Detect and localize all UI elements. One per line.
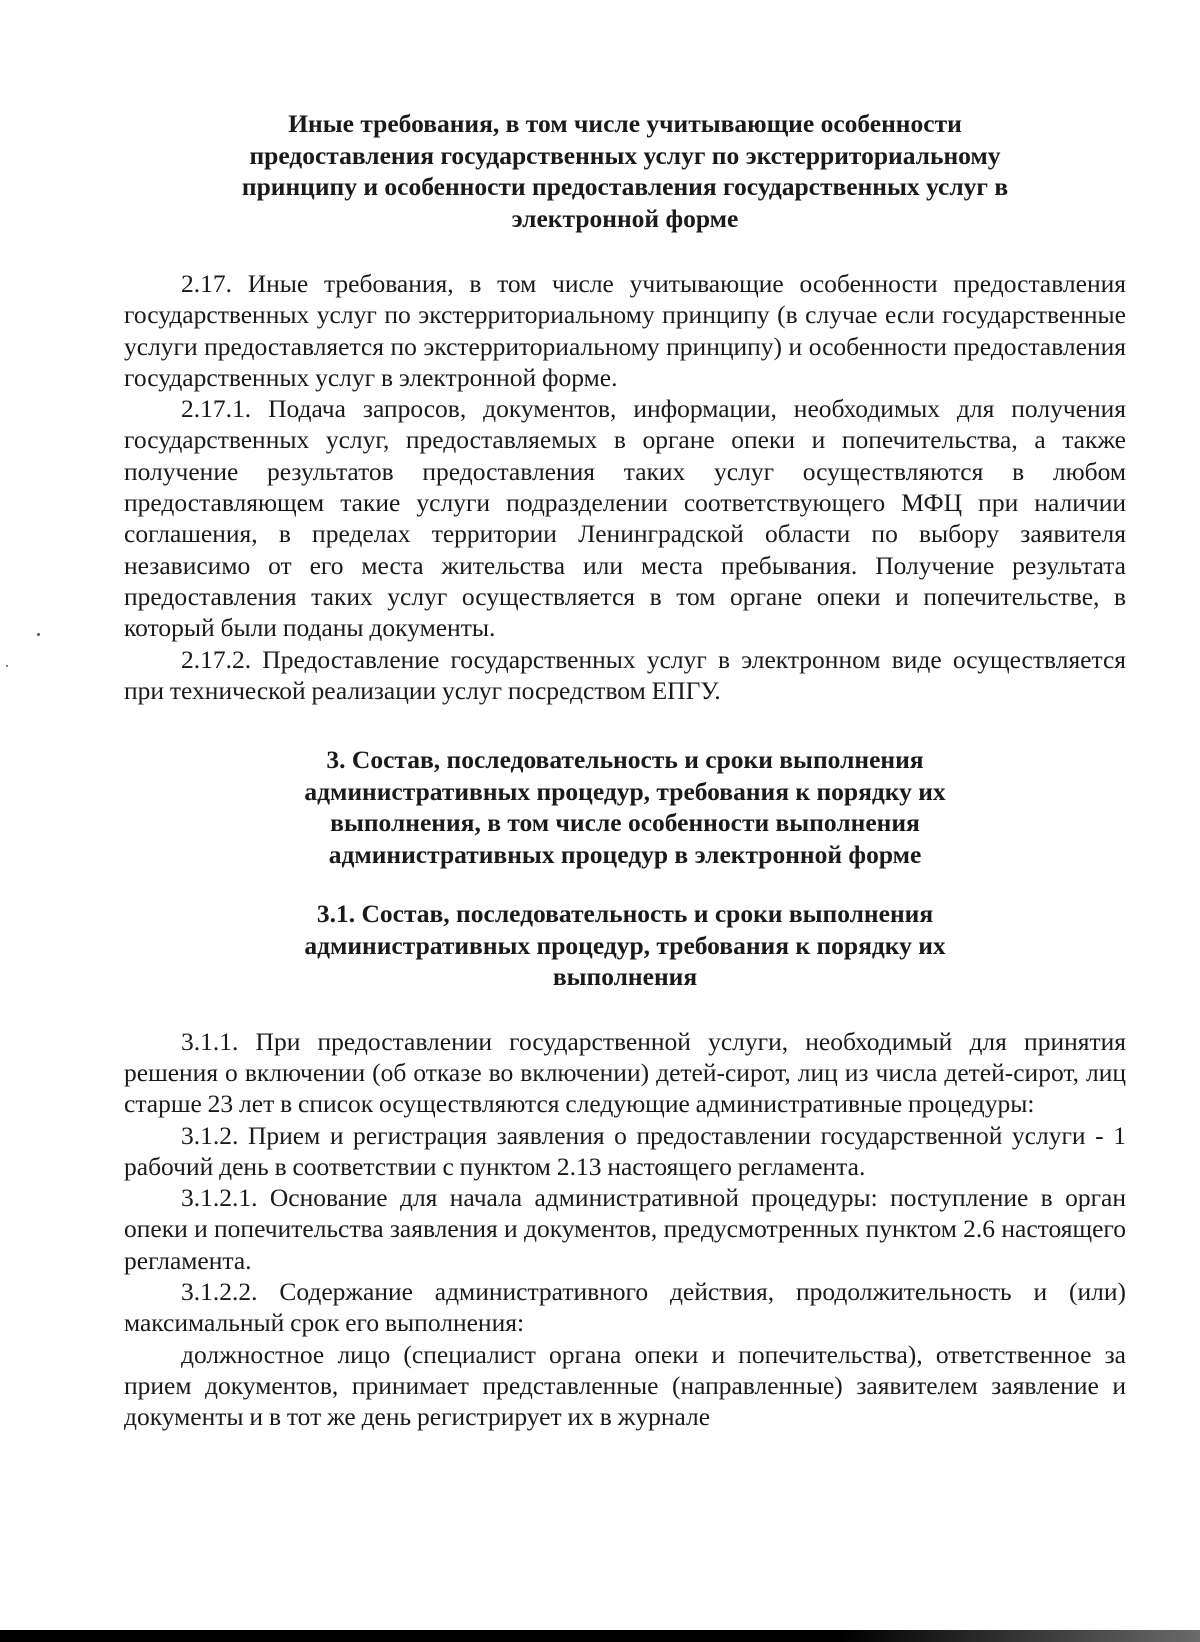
scan-speck [6,665,8,667]
section-3-heading: 3. Состав, последовательность и сроки выполнения административных процедур, требования к порядку их выполнения, в том числе особенности выполнения административных процедур в электронной форме [304,745,946,869]
section-3-1-heading: 3.1. Состав, последовательность и сроки выполнения административных процедур, требования к порядку их выполнения [304,899,946,992]
paragraph-3-1-2-2: 3.1.2.2. Содержание административного действия, продолжительность и (или) максимальный срок его выполнения: [124,1277,1126,1338]
paragraph-3-1-2-1: 3.1.2.1. Основание для начала административной процедуры: поступление в орган опеки и попечительства заявления и документов, предусмотренных пунктом 2.6 настоящего регламента. [124,1183,1126,1275]
paragraph-3-1-1: 3.1.1. При предоставлении государственной услуги, необходимый для принятия решения о включении (об отказе во включении) детей-сирот, лиц из числа детей-сирот, лиц старше 23 лет в список осуществляются следующие административные процедуры: [124,1026,1126,1119]
paragraph-2-17-1: 2.17.1. Подача запросов, документов, информации, необходимых для получения государственных услуг, предоставляемых в органе опеки и попечительства, а также получение результатов предоставления таких услуг осуществляются в любом предоставляющем такие услуги подразделении соответствующего МФЦ при наличии соглашения, в пределах территории Ленинградской области по выбору заявителя независимо от его места жительства или места пребывания. Получение результата предоставления таких услуг осуществляется в том органе опеки и попечительстве, в который были поданы документы. [124,394,1126,643]
document-page [124,108,1126,1433]
paragraph-official: должностное лицо (специалист органа опеки и попечительства), ответственное за прием документов, принимает представленные (направленные) заявителем заявление и документы и в тот же день регистрирует их в журнале [124,1339,1126,1432]
paragraph-3-1-2: 3.1.2. Прием и регистрация заявления о предоставлении государственной услуги - 1 рабочий день в соответствии с пунктом 2.13 настоящего регламента. [124,1120,1126,1181]
scan-speck [37,633,40,636]
paragraph-2-17: 2.17. Иные требования, в том числе учитывающие особенности предоставления государственных услуг по экстерриториальному принципу (в случае если государственные услуги предоставляется по экстерриториальному принципу) и особенности предоставления государственных услуг в электронной форме. [124,269,1126,392]
top-heading: Иные требования, в том числе учитывающие особенности предоставления государственных услуг по экстерриториальному принципу и особенности предоставления государственных услуг в электронной форме [241,109,1009,233]
paragraph-2-17-2: 2.17.2. Предоставление государственных услуг в электронном виде осуществляется при технической реализации услуг посредством ЕПГУ. [124,644,1126,705]
scan-bottom-edge [0,1630,1200,1642]
